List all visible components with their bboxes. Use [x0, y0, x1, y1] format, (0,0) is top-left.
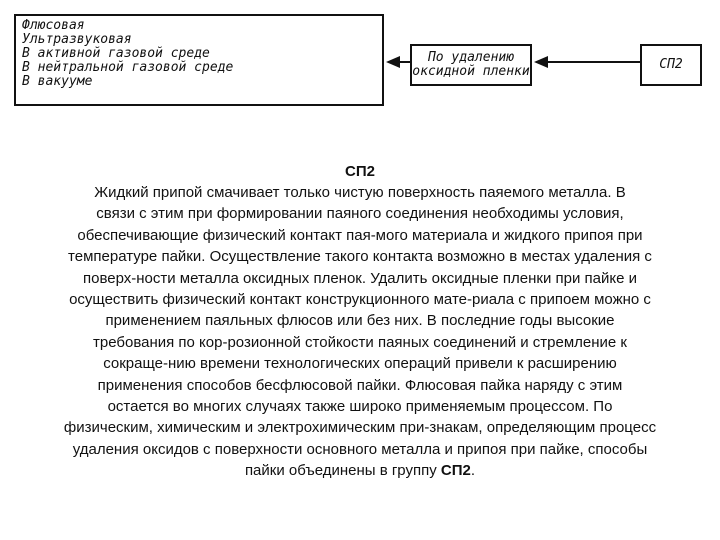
arrow-to-methods-head	[386, 56, 400, 68]
text-line-last	[6, 460, 714, 481]
body-paragraph	[6, 182, 714, 482]
last-line-group: СП2	[440, 462, 471, 480]
text-line: связи с этим при формировании паяного соединения необходимы условия,	[96, 205, 624, 223]
group-sp2-label: СП2	[659, 57, 683, 72]
text-line: удаления оксидов с поверхности основного металла и припоя при пайке, способы	[72, 440, 648, 458]
text-line: обеспечивающие физический контакт пая-мого материала и жидкого припоя при	[77, 226, 643, 244]
method-vacuum: В вакууме	[22, 74, 93, 89]
oxide-removal-line-1: По удалению	[427, 50, 515, 65]
method-ultrasonic: Ультразвуковая	[22, 32, 132, 47]
text-line: физическим, химическим и электрохимическим при-знакам, определяющим процесс	[63, 419, 657, 437]
text-line: осуществить физический контакт конструкционного мате-риала с припоем можно с	[69, 291, 651, 309]
oxide-removal-line-2: оксидной пленки	[412, 64, 530, 79]
text-line: применением паяльных флюсов или без них. В последние годы высокие	[105, 312, 615, 330]
text-line: температуре пайки. Осуществление такого контакта возможно в местах удаления с	[68, 248, 652, 266]
arrow-to-oxide-removal-head	[534, 56, 548, 68]
last-line-prefix: пайки объединены в группу	[244, 462, 441, 480]
connector-arrows	[0, 0, 720, 140]
text-line: остается во многих случаях также широко применяемым процессом. По	[107, 398, 613, 416]
text-line: применения способов бесфлюсовой пайки. Флюсовая пайка наряду с этим	[97, 376, 623, 394]
text-line: поверх-ности металла оксидных пленок. Удалить оксидные пленки при пайке и	[82, 269, 637, 287]
last-line-suffix: .	[470, 462, 476, 480]
text-line: сокраще-нию времени технологических операций привели к расширению	[103, 355, 617, 373]
method-flux: Флюсовая	[22, 18, 85, 33]
method-active-gas: В активной газовой среде	[22, 46, 210, 61]
text-line: требования по кор-розионной стойкости паяных соединений и стремление к	[93, 333, 627, 351]
method-neutral-gas: В нейтральной газовой среде	[22, 60, 234, 75]
section-heading: СП2	[345, 163, 375, 180]
text-line: Жидкий припой смачивает только чистую поверхность паяемого металла. В	[94, 184, 626, 201]
